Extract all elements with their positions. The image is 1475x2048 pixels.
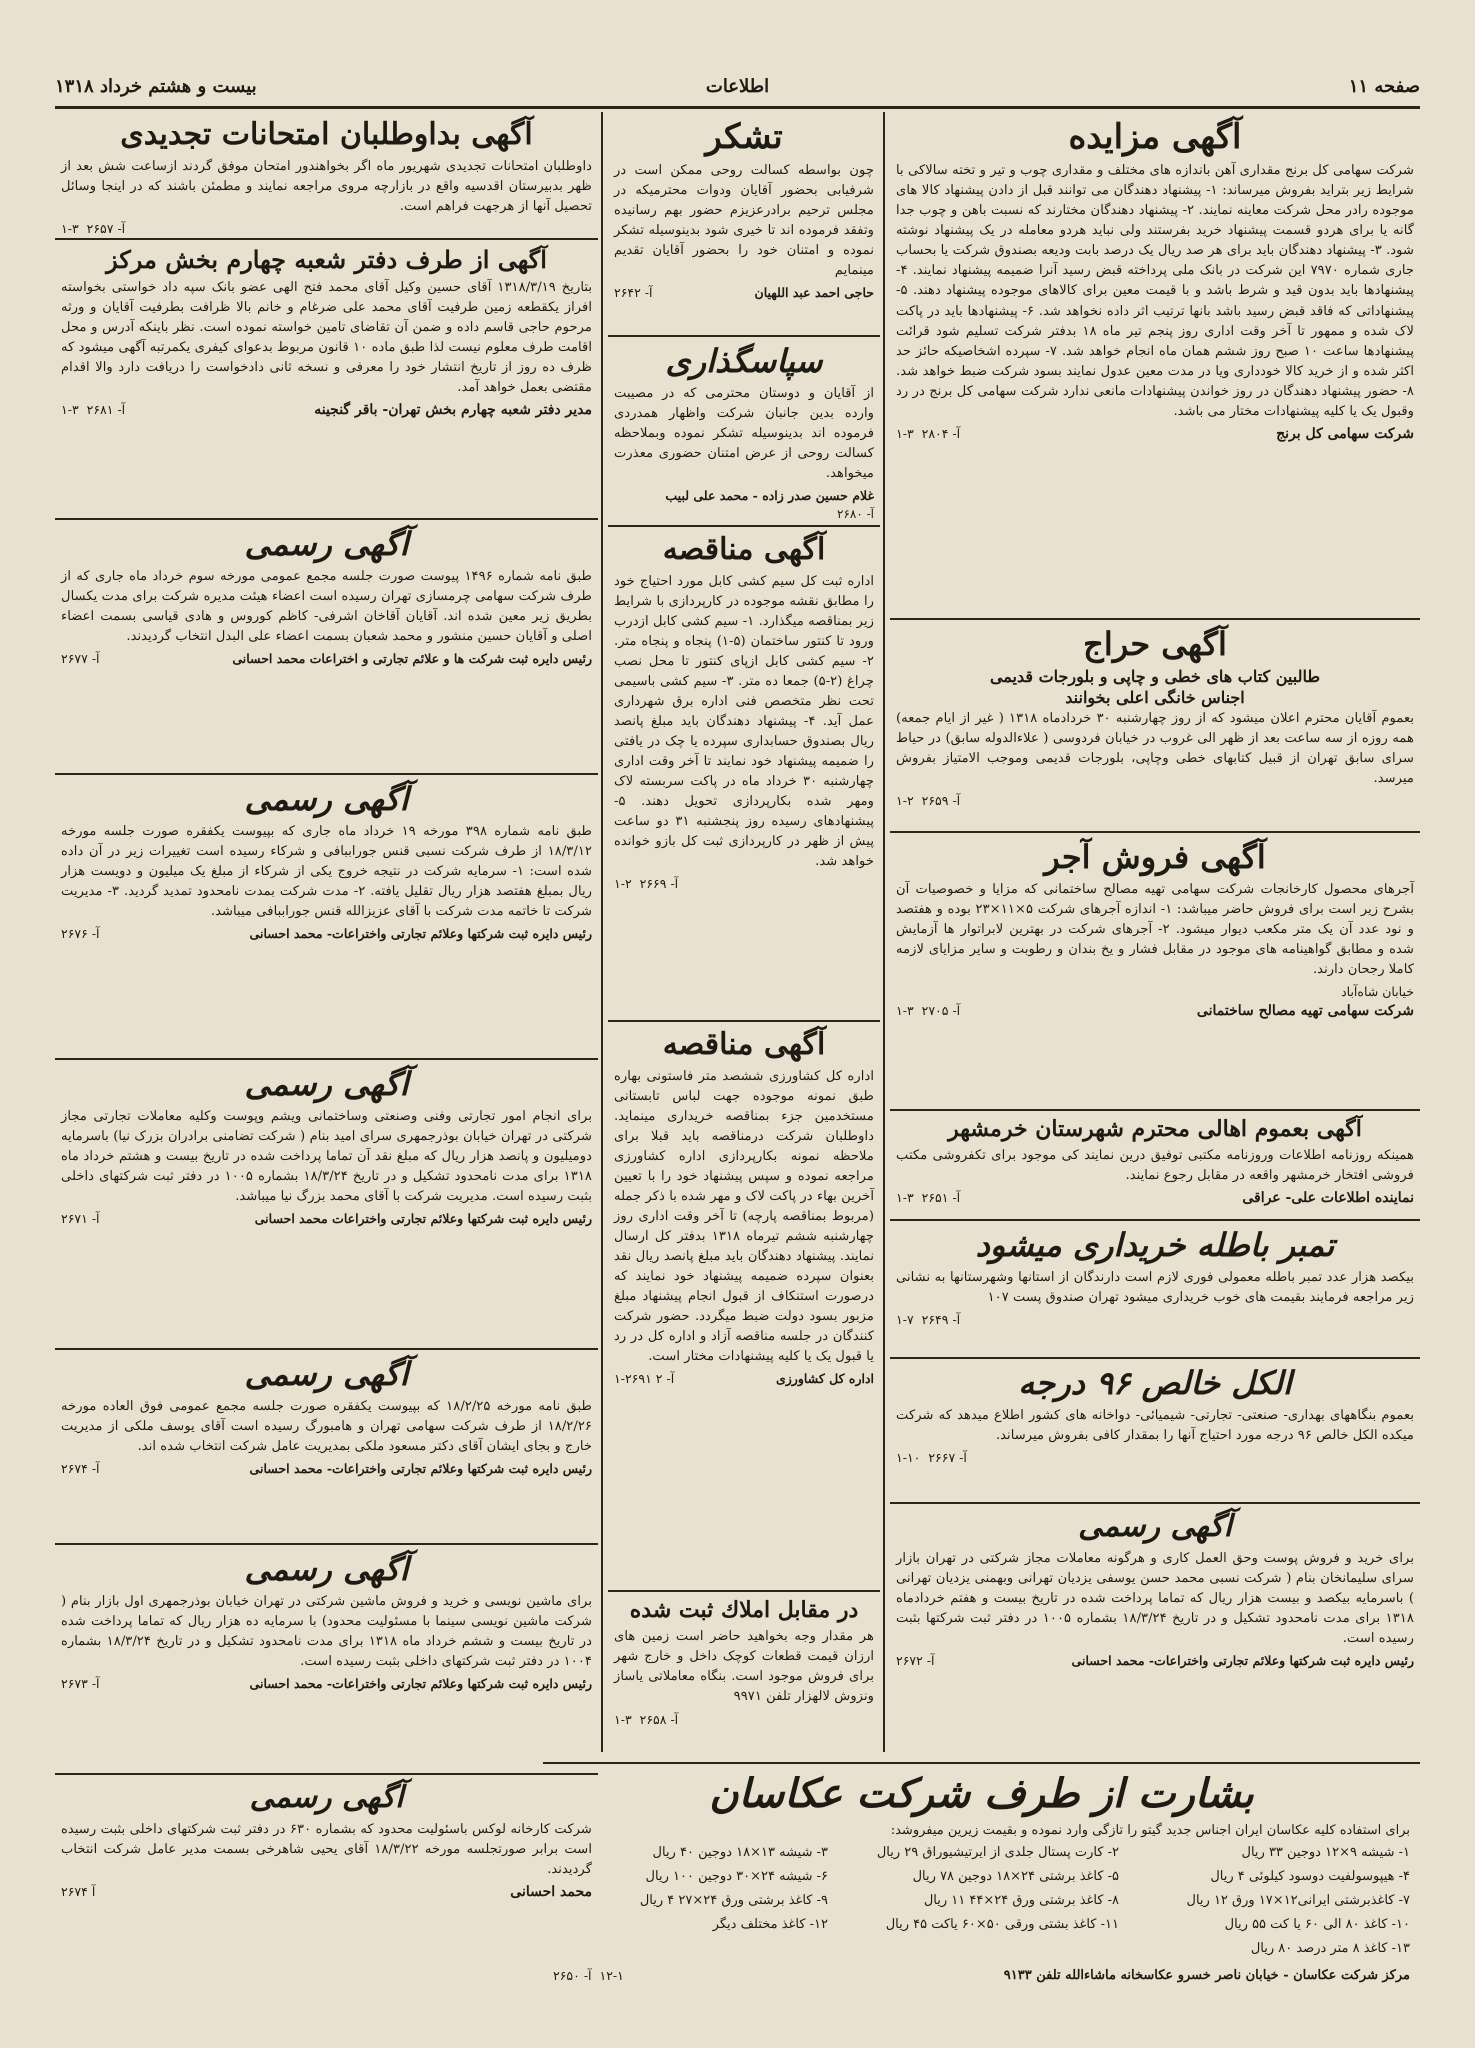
ad-code: آ- ۲۶۷۲: [896, 1652, 935, 1668]
ad-body: برای انجام امور تجارتی وفنی وصنعتی وساختمانی ویشم وپوست وکلیه معاملات تجارتی مجاز شرکتی در تهران خیابان بوذرجمهری سرای امید بنام ( شرکت تضامنی برادران بزرک نیا) باسرمایه دومیلیون و پانصد هزار ریال که مبلغ نقد آن تماما پرداخت شده در تاریخ بیست و هشتم خرداد ماه ۱۳۱۸ برای مدت نامحدود تشکیل و در تاریخ ۱۸/۳/۲۴ بشماره ۱۰۰۵ در دفتر ثبت شرکتهای داخلی بثبت رسیده است. مدیریت شرکت با آقای محمد بزرگ نیا میباشد.: [61, 1108, 592, 1205]
ad-code: آ- ۲۶۵۹: [921, 793, 961, 809]
ad-title: آگهی مناقصه: [662, 1027, 826, 1062]
ad-title: آگهی رسمی: [249, 1780, 404, 1815]
ad-title: آگهی از طرف دفتر شعبه چهارم بخش مرکز: [106, 245, 547, 274]
ad-code: آ- ۲۶۷۶: [61, 926, 100, 942]
ad-code: آ- ۲۶۴۲: [614, 285, 653, 301]
ad-stamps: [890, 1221, 1420, 1359]
ad-code: آ- ۲۶۷۱: [61, 1211, 100, 1227]
ad-title: آگهی رسمی: [244, 780, 409, 818]
price-item: ۱- شیشه ۹×۱۲ دوجین ۳۳ ریال: [1241, 1845, 1410, 1860]
issue-date: بیست و هشتم خرداد ۱۳۱۸: [55, 76, 257, 97]
ad-official-1: [55, 520, 598, 775]
ad-title: آگهی رسمی: [244, 525, 409, 563]
price-item: ۱۱- کاغذ بشتی ورقی ۵۰×۶۰ یاکت ۴۵ ریال: [885, 1917, 1119, 1933]
ad-run: ۱۲-۱: [599, 1968, 624, 1984]
ad-title: آگهی رسمی: [1078, 1509, 1232, 1544]
ad-body: بیکصد هزار عدد تمبر باطله معمولی فوری لازم است دارندگان از استانها وشهرستانها به نشانی زیر مراجعه فرمایند بقیمت های خوب خریداری میشود تهران صندوق پست ۱۰۷: [896, 1269, 1414, 1305]
price-item: ۸- کاغذ برشتی ورق ۲۴×۴۴ ۱۱ ریال: [923, 1893, 1119, 1909]
ad-signature: حاجی احمد عبد اللهیان: [754, 285, 874, 301]
ad-run: ۳-۱: [61, 220, 79, 236]
divider: [543, 1762, 1420, 1764]
price-item: ۶- شیشه ۲۴×۳۰ دوجین ۱۰۰ ریال: [645, 1869, 828, 1885]
price-item: ۱۰- کاغذ ۸۰ الی ۶۰ یا کت ۵۵ ریال: [1224, 1917, 1410, 1933]
ad-signature: شرکت سهامی کل برنج: [1276, 425, 1414, 442]
ad-body: طبق نامه شماره ۱۴۹۶ پیوست صورت جلسه مجمع عمومی مورخه سوم خرداد ماه جاری که از طرف شرکت سهامی چرمسازی تهران رسیده است اعضاء هیئت مدیره شرکت برای مدت یکسال بطریق زیر معین شده اند. آقایان آقاخان اشرفی- کاظم کوروس و هادی قیاسی بسمت اعضاء اصلی و آقایان حسین منشور و محمد شعبان بسمت اعضاء علی البدل انتخاب گردیدند.: [61, 568, 593, 644]
ad-auction: [890, 112, 1420, 620]
ad-run: ۱۰-۱: [896, 1449, 921, 1465]
ad-alcohol: [890, 1359, 1420, 1504]
ad-code: آ- ۲۶۶۹: [639, 876, 679, 892]
ad-body: چون بواسطه کسالت روحی ممکن است در شرفیابی بحضور آقایان ودوات محترمیکه در مجلس ترحیم برادرعزیزم حضور بهم رسانیده وتفقد فرموده اند تا خیری شود بدینوسیله تشکر نموده و امتنان خود را بحضور آقایان تقدیم مینمایم: [614, 163, 874, 279]
ad-run: ۷-۱: [896, 1311, 914, 1327]
ad-title: آگهی مناقصه: [662, 532, 826, 567]
column-right: [890, 112, 1420, 1752]
ad-body: شرکت کارخانه لوکس باسئولیت محدود که بشماره ۶۳۰ در دفتر ثبت شرکتهای داخلی بثبت رسیده است برابر صورتجلسه مورخه ۱۸/۳/۲۲ آقای یحیی شاهرخی بسمت مدیر عامل شرکت انتخاب گردیدند.: [61, 1821, 592, 1877]
ad-code: آ- ۲۶۸۰: [837, 507, 874, 522]
ad-title: آگهی مزایده: [1068, 117, 1242, 157]
ad-body: شرکت سهامی کل برنج مقداری آهن باندازه های مختلف و مقداری چوب و تیر و تخته سالاکی با شرایط زیر بتراید بفروش میرساند: ۱- پیشنهاد دهندگان می توانند قبل از دادن پیشنهاد کالا هاى موجوده رادر محل شرکت معاینه نمایند. ۲- پیشنهاد دهندگان مختارند که نسبت باهن و چوب جدا گانه یا برای هردو قسمت پیشنهاد خرید بفرستند ولی نباید هردو معامله در یک پیشنهاد نوشته شود. ۳- پیشنهاد دهندگان باید برای هر صد ریال یک درصد بابت ودیعه بصندوق شرکت یا بحساب جاری شماره ۷۹۷۰ این شرکت در بانک ملی پرداخته قبض رسید آنرا ضمیمه پیشنهاد نمایند. ۴- پیشنهادها باید بدون قید و شرط باشد و با قیمت معین برای کالاهای موجوده پیشنهاد دهند. ۵- پیشنهاداتی که فاقد قبض رسید باشد بانها ترتیب اثر داده نخواهد شد. ۶- پیشنهادها باید در پاکت لاک شده و ممهور تا آخر وقت اداری روز پنجم تیر ماه ۱۸ بدفتر شرکت تسلیم شود قرائت پیشنهادها ساعت ۱۰ صبح روز ششم همان ماه انجام خواهد شد. ۷- سپرده اشخاصیکه حائز حد اکثر شده و از خرید کالا خودداری ویا در مدت معین عدول نمایند بسود شرکت ضبط خواهد شد. ۸- حضور پیشنهاد دهندگان در روز خواندن پیشنهادات مانعی ندارد شرکت سهامی کل برنج در رد وقبول یک یا کلیه پیشنهادات مختار می باشد.: [896, 163, 1415, 419]
ad-subtitle: اجناس خانگی اعلی بخوانند: [1065, 687, 1245, 707]
ad-title: آگهی فروش آجر: [1044, 838, 1266, 876]
ad-signature: محمد احسانی: [510, 1883, 592, 1900]
ad-body: بعموم بنگاههای بهداری- صنعتی- تجارتی- شیمیائی- دواخانه های کشور اطلاع میدهد که شرکت میکده الکل خالص ۹۶ درجه مورد احتیاج آنها را بمقدار کافی بفروش میرساند.: [896, 1407, 1414, 1443]
ad-code: آ- ۲۶۵۰: [553, 1968, 592, 1984]
ad-subtitle: طالبین کتاب های خطی و چاپی و بلورجات قدیمی: [989, 666, 1321, 686]
ad-code: آ- ۲۶۵۱: [921, 1190, 961, 1206]
column-rule: [883, 112, 885, 1752]
ad-signature: مدیر دفتر شعبه چهارم بخش تهران- باقر گنجینه: [314, 401, 592, 418]
ad-run: ۲-۱: [614, 1371, 663, 1387]
ad-code: آ- ۲۷۰۵: [921, 1003, 961, 1019]
ad-body: طبق نامه مورخه ۱۸/۲/۲۵ که بپیوست یکفقره صورت جلسه مجمع عمومی فوق العاده مورخه ۱۸/۲/۲۶ از طرف شرکت سهامی تهران و هامبورگ رسیده است آقای یوسف ملکی از مدیریت خارج و بجای ایشان آقای دکتر مسعود ملکی بمدیریت عامل شرکت انتخاب شده اند.: [61, 1398, 592, 1454]
ad-tender-1: [608, 527, 880, 1022]
column-rule: [601, 112, 603, 1752]
ad-body: طبق نامه شماره ۳۹۸ مورخه ۱۹ خرداد ماه جاری که بپیوست یکفقره صورت جلسه مورخه ۱۸/۳/۱۲ از طرف شرکت نسبی قنس جوراببافی و شرکاء رسیده است تغییرات زیر در آن داده شده است: ۱- سرمایه شرکت در نتیجه خروج یکی از شرکاء از مبلغ یک میلیون و دویست هزار ریال بمبلغ هفتصد هزار ریال تقلیل یافته. ۲- مدت شرکت بمدت نامحدود تمدید گردید. ۳- مدیریت شرکت تا خاتمه مدت شرکت با آقای عزیزالله قنس جوراببافی میباشد.: [61, 823, 593, 920]
column-left: [55, 112, 598, 2012]
ad-title: آگهی رسمی: [244, 1355, 409, 1393]
ad-title: تشکر: [705, 117, 783, 157]
ad-code: آ- ۲۶۷۴: [61, 1460, 100, 1476]
price-item: ۴- هیپوسولفیت دوسود کیلوئی ۴ ریال: [1210, 1869, 1410, 1885]
price-list: [543, 1842, 1420, 1960]
ad-signature: رئیس دایره ثبت شرکتها وعلائم تجارتی واختراعات- محمد احسانی: [1071, 1652, 1414, 1668]
ad-title: الکل خالص ۹۶ درجه: [1018, 1364, 1292, 1402]
ad-title: آگهی بداوطلبان امتحانات تجدیدی: [120, 117, 533, 152]
ad-body: بعموم آقایان محترم اعلان میشود که از روز چهارشنبه ۳۰ خردادماه ۱۳۱۸ ( غیر از ایام جمعه) همه روزه از سه ساعت بعد از ظهر الی غروب در خیابان فردوسی ( علاءالدوله سابق) در حیاط سرای سابق تهران از قبیل کتابهای خطی وچاپی، بلورجات قدیمی وموجب الامتیاز بفروش میرسد.: [896, 710, 1414, 786]
ad-run: ۳-۱: [896, 1003, 914, 1019]
ad-title: آگهی رسمی: [244, 1065, 409, 1103]
price-item: ۱۳- کاغذ ۸ متر درصد ۸۰ ریال: [1250, 1941, 1410, 1957]
paper-name: اطلاعات: [705, 76, 770, 97]
price-item: ۳- شیشه ۱۳×۱۸ دوجین ۴۰ ریال: [652, 1845, 828, 1860]
ad-code: آ- ۲۶۵۷: [86, 220, 126, 236]
ad-court-branch: [55, 240, 598, 520]
page-number: صفحه ۱۱: [1348, 76, 1420, 97]
ad-official-2: [55, 775, 598, 1060]
ad-run: ۳-۱: [896, 1190, 914, 1206]
ad-khorramshahr: [890, 1111, 1420, 1221]
ad-thanks: [608, 112, 880, 337]
ad-official-5: [890, 1504, 1420, 1734]
ad-body: همینکه روزنامه اطلاعات وروزنامه مکتبی توفیق درین نمایند کی موجود برای تکفروشی مکتب فروشی افتخار خرمشهر واقعه در مقابل رجوع نمایند.: [896, 1148, 1414, 1184]
ad-signature: مرکز شرکت عکاسان - خیابان ناصر خسرو عکاسخانه ماشاءالله تلفن ۹۱۳۳: [1003, 1968, 1410, 1984]
ad-signature: رئیس دایره ثبت شرکتها وعلائم تجارتی واختراعات- محمد احسانی: [249, 1676, 592, 1692]
ad-code: آ ۲۶۷۴: [61, 1883, 96, 1899]
ad-code: آ- ۲۶۶۷: [928, 1449, 967, 1465]
ad-code: آ- ۲۶۸۱: [86, 401, 126, 417]
ad-body: اداره کل کشاورزی ششصد متر فاستونی بهاره طبق نمونه موجوده جهت لباس تابستانی مستخدمین جزء بمناقصه خریداری مینماید. داوطلبان شرکت درمناقصه باید قبلا برای ملاحظه نمونه بکارپردازی اداره کشاورزی مراجعه نموده و سپس پیشنهاد خود را با تعیین آخرین بهاء در پاکت لاک و مهر شده با ذکر جمله (مربوط بمناقصه پارچه) تا آخر وقت اداری روز چهارشنبه ششم تیرماه ۱۳۱۸ بدفتر کل ارسال نمایند. پیشنهاد دهندگان باید مبلغ پانصد ریال نقد بعنوان سپرده ضمیمه پیشنهاد خود نمایند که درصورت استنکاف از قبول انجام پیشنهاد مبلغ مزبور بسود دولت ضبط میگردد. حضور شرکت کنندگان در جلسه مناقصه آزاد و اداره کل در رد یا قبول یک یا کلیه پیشنهادات مختار است.: [614, 1068, 874, 1365]
ad-title: بشارت از طرف شرکت عکاسان: [709, 1770, 1254, 1817]
ad-photographers: [543, 1762, 1420, 2012]
price-item: ۵- کاغذ برشتی ۲۴×۱۸ دوجین ۷۸ ریال: [912, 1869, 1119, 1885]
ad-body: از آقایان و دوستان محترمی که در مصیبت وارده بدین جانبان شرکت واظهار همدردی فرموده اند بدینوسیله تشکر نموده وبملاحظه کسالت روحی از عرض امتنان حضوری معذرت میخواهد.: [614, 385, 874, 482]
ad-real-estate: [608, 1592, 880, 1752]
ad-official-6: [55, 1545, 598, 1775]
ad-body: داوطلبان امتحانات تجدیدی شهریور ماه اگر بخواهندور امتحان موفق گردند ازساعت شش بعد از ظهر بدبیرستان اقدسیه واقع در بازارچه مروی مراجعه نمایند و مطمئن باشند که در اینجا وسائل تحصیل آنها از هرجهت فراهم است.: [61, 158, 592, 214]
ad-run: ۳-۱: [614, 1711, 632, 1727]
ad-run: ۲-۱: [896, 793, 914, 809]
ad-body: برای خرید و فروش پوست وحق العمل کاری و هرگونه معاملات مجاز شرکتی در تهران بازار سرای سلیمانخان بنام ( شرکت نسبی محمد حسن یوسفی یزدیان تهرانی وبهمنی یزدیان تهرانی ) باسرمایه بیکصد و بیست هزار ریال که تماما پرداخت شده در تاریخ بیست و هفتم خردادماه ۱۳۱۸ برای مدت نامحدود تشکیل و در تاریخ ۱۸/۳/۲۴ بشماره ۱۰۰۵ در دفتر ثبت شرکتها بثبت رسیده است.: [896, 1550, 1414, 1646]
price-item: ۱۲- کاغذ مختلف دیگر: [712, 1917, 828, 1933]
ad-signature: غلام حسین صدر زاده - محمد علی لبیب: [665, 488, 874, 504]
ad-intro: برای استفاده کلیه عکاسان ایران اجناس جدید گیتو را تازگی وارد نموده و بقیمت زیرین میفروشد:: [890, 1823, 1410, 1838]
ad-body: اداره ثبت کل سیم کشی کابل مورد احتیاج خود را مطابق نقشه موجوده در کارپردازی با شرایط زیر بمناقصه میگذارد. ۱- سیم کشی کابل ازدرب ورود تا کنتور ساختمان (۵-۱) پنجاه و پنجاه متر. ۲- سیم کشی کابل ازپای کنتور تا محل نصب چراغ (۲-۵) جمعا ده متر. ۳- سیم کشی باسیمی تحت نظر متخصص فنی اداره برق شهرداری عمل آید. ۴- پیشنهاد دهندگان باید مبلغ پانصد ریال بصندوق حسابداری سپرده یا چک در یافتی را ضمیمه پیشنهاد خود نمایند تا آخر وقت اداری چهارشنبه ۳۰ خرداد ماه در پاکت سربسته لاک ومهر شده بکارپردازی تحویل دهند. ۵- پیشنهادهای رسیده روز پنجشنبه ۳۱ دو ساعت پیش از ظهر در کارپردازی ثبت کل بازو خوانده خواهد شد.: [614, 573, 875, 870]
ad-run: ۳-۱: [896, 425, 914, 441]
ad-title: تمبر باطله خریداری میشود: [975, 1226, 1335, 1264]
ad-title: در مقابل املاك ثبت شده: [629, 1597, 859, 1623]
ad-signature: رئیس دایره ثبت شرکتها وعلائم تجارتی واختراعات- محمد احسانی: [249, 1460, 592, 1476]
ad-signature: اداره کل کشاورزی: [775, 1371, 874, 1387]
ad-title: آگهی بعموم اهالی محترم شهرستان خرمشهر: [948, 1116, 1362, 1142]
ad-run: ۲-۱: [614, 876, 632, 892]
ad-address: خیابان شاه‌آباد: [1341, 984, 1414, 1000]
ad-official-4: [55, 1350, 598, 1545]
price-item: ۷- کاغذبرشتی ایرانی۱۲×۱۷ ورق ۱۲ ریال: [1186, 1893, 1410, 1909]
ad-run: ۳-۱: [61, 401, 79, 417]
ad-brick-sale: [890, 833, 1420, 1111]
ad-signature: شرکت سهامی تهیه مصالح ساختمانی: [1196, 1003, 1414, 1020]
ad-code: آ- ۲۶۷۷: [61, 651, 100, 667]
ad-code: آ- ۲۶۹۱: [624, 1371, 675, 1387]
ad-signature: رئیس دایره ثبت شرکتها وعلائم تجارتی واختراعات- محمد احسانی: [249, 926, 592, 942]
ad-signature: رئیس دایره ثبت شرکت ها و علائم تجارتی و اختراعات محمد احسانی: [232, 651, 592, 667]
ad-body: بتاریخ ۱۳۱۸/۳/۱۹ آقای حسین وکیل آقای محمد فتح الهی عضو بانک سپه داد خواستی بخواسته افراز یکقطعه زمین طرفیت آقای محمد علی ضرغام و خانم بالا ظرافت بطرفیت آقایان و ورثه مرحوم حاجی قاسم داده و ضمن آن تقاضای تامین خواسته نموده است. نظر باینکه آدرس و محل اقامت طرف معلوم نیست لذا طبق ماده ۱۰ قانون مربوط بدعوای کیفری یکمرتبه آگهی میشود که ظرف ده روز از تاریخ انتشار خود را معرفی و نسخه ثانی دادخواست را دریافت دارد والا اقدام مقتضی بعمل خواهد آمد.: [61, 279, 592, 395]
ad-code: آ- ۲۸۰۴: [921, 425, 961, 441]
ad-title: آگهی رسمی: [244, 1550, 409, 1588]
ad-signature: نماینده اطلاعات علی- عراقی: [1242, 1190, 1414, 1207]
ad-gratitude: [608, 337, 880, 527]
ad-exam-retake: [55, 112, 598, 240]
price-item: ۹- کاغذ برشتی ورق ۲۴×۲۷ ۴ ریال: [639, 1893, 828, 1909]
ad-haraj: [890, 620, 1420, 833]
ad-code: آ- ۲۶۷۳: [61, 1676, 100, 1692]
ad-code: آ- ۲۶۴۹: [921, 1311, 961, 1327]
price-item: ۲- کارت پستال جلدی از ایرتیشیوراق ۲۹ ریال: [876, 1845, 1119, 1860]
ad-title: سپاسگذاری: [665, 342, 823, 380]
ad-body: برای ماشین نویسی و خرید و فروش ماشین شرکتی در تهران خیابان بوذرجمهری اول بازار بنام ( شرکت ماشین نویسی سینما با مسئولیت محدود) با سرمایه ده هزار ریال که تماما پرداخت شده در تاریخ بیست و ششم خرداد ماه ۱۳۱۸ برای مدت نامحدود تشکیل و در تاریخ ۱۸/۳/۲۴ بشماره ۱۰۰۴ در دفتر ثبت شرکتهای داخلی بثبت رسیده است.: [61, 1593, 592, 1669]
ad-official-3: [55, 1060, 598, 1350]
ad-title: آگهی حراج: [1083, 625, 1227, 663]
ad-signature: رئیس دایره ثبت شرکتها وعلائم تجارتی واختراعات محمد احسانی: [254, 1211, 592, 1227]
column-middle: [608, 112, 880, 1752]
ad-code: آ- ۲۶۵۸: [639, 1711, 679, 1727]
ad-body: آجرهای محصول کارخانجات شرکت سهامی تهیه مصالح ساختمانی که مزایا و خصوصیات آن بشرح زیر است برای فروش حاضر میباشد: ۱- اندازه آجرهای شرکت ۵×۱۱×۲۳ بوده و هفتصد و نود عدد آن یک متر مکعب دیوار میشود. ۲- آجرهای شرکت در بهترین لابراتوار ها آزمایش شده و مطابق گواهینامه های موجود در مقابل فشار و یخ بندان و رطوبت و سایر مزایای لازمه کاملا رجحان دارند.: [896, 881, 1414, 978]
ad-official-7: [55, 1775, 598, 1935]
ad-tender-2: [608, 1022, 880, 1592]
running-header: [55, 70, 1420, 109]
ad-body: هر مقدار وجه بخواهید حاضر است زمین های ارزان قیمت قطعات کوچک داخل و خارج شهر برای فروش موجود است. بنگاه معاملاتی یاساز ونزوش لالهزار تلفن ۹۹۷۱: [614, 1629, 874, 1705]
